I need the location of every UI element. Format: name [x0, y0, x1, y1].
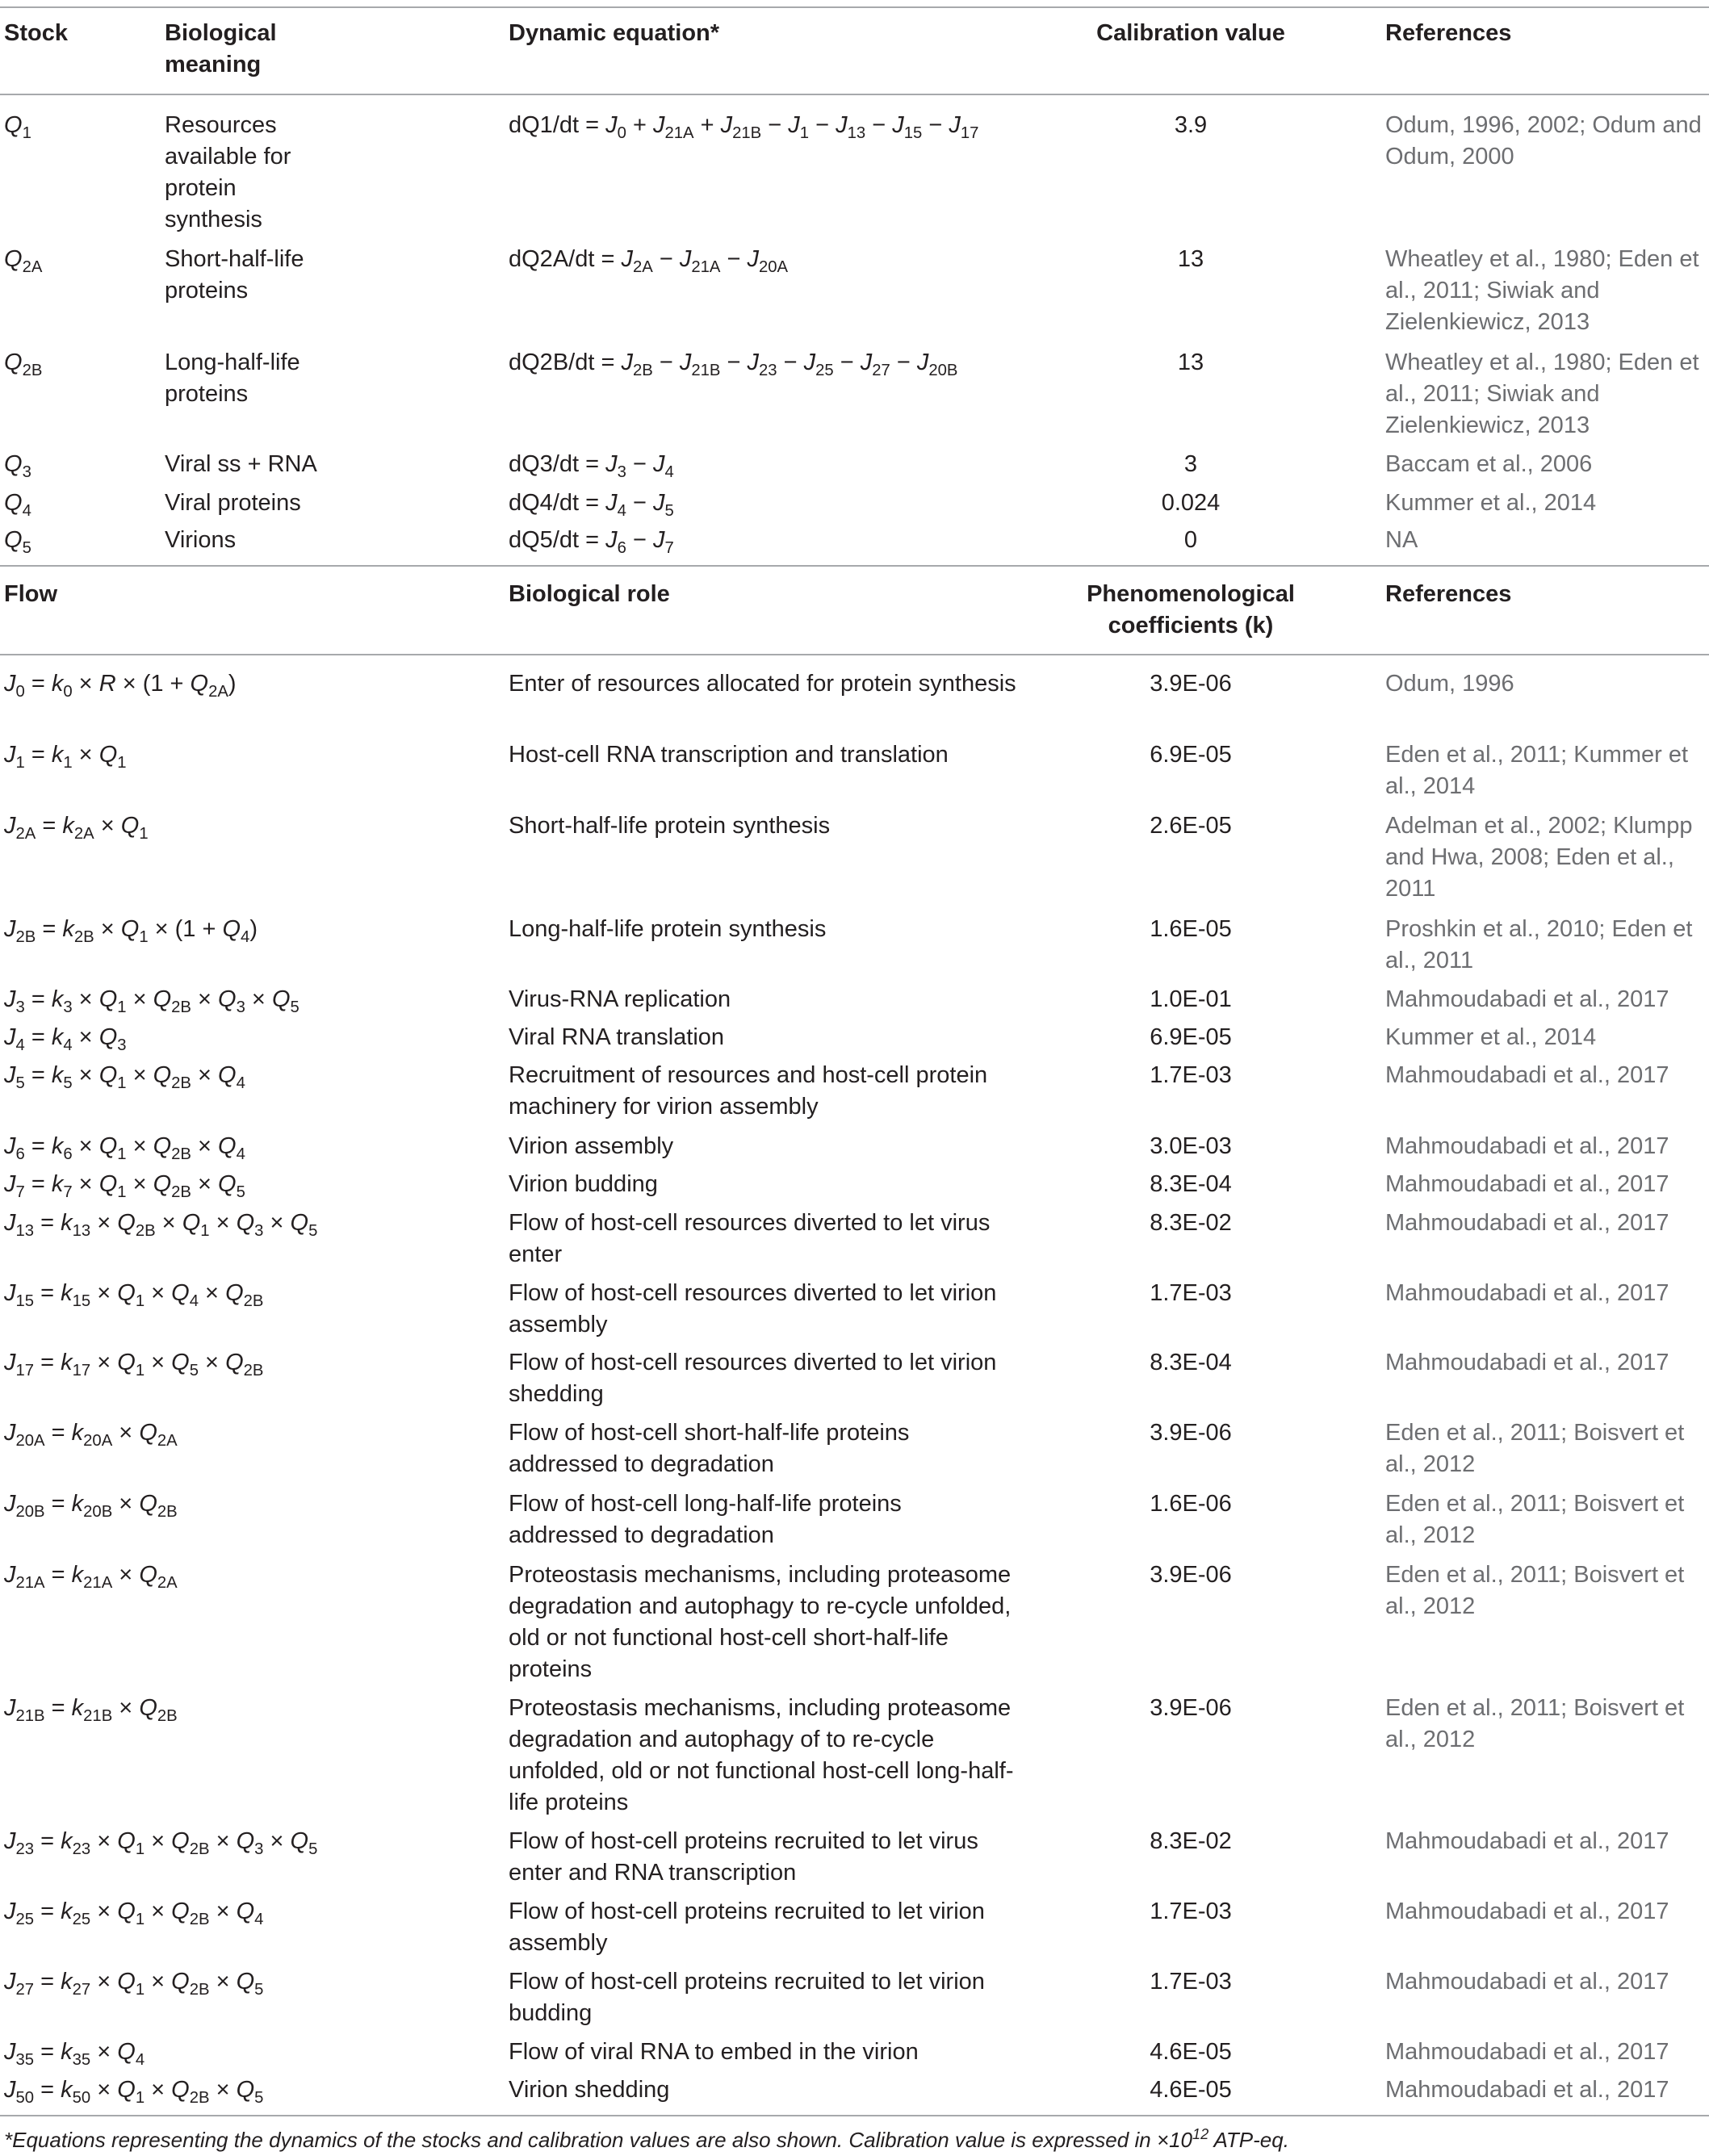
meaning-header: Biological meaning: [165, 20, 277, 77]
references-header: References: [1385, 20, 1512, 46]
flow-equation: $J_{2A} = k_{2A} \times Q_1$: [4, 813, 149, 844]
flow-role: Flow of host-cell proteins recruited to let virus enter and RNA transcription: [509, 1828, 978, 1886]
flow-coefficient: 1.6E-05: [1150, 916, 1232, 942]
flow-coefficient: 2.6E-05: [1150, 813, 1232, 839]
flow-role: Enter of resources allocated for protein synthesis: [509, 671, 1016, 697]
stock-label: $Q_1$: [4, 112, 31, 143]
flow-references: Adelman et al., 2002; Klumpp and Hwa, 2008; Eden et al., 2011: [1385, 813, 1693, 902]
flow-equation: $J_{35} = k_{35} \times Q_4$: [4, 2039, 145, 2070]
stock-header-rule: [0, 94, 1709, 95]
stock-references: Odum, 1996, 2002; Odum and Odum, 2000: [1385, 112, 1702, 170]
flow-references: Mahmoudabadi et al., 2017: [1385, 1969, 1669, 1995]
flow-role: Host-cell RNA transcription and translation: [509, 742, 949, 768]
flow-references: Eden et al., 2011; Boisvert et al., 2012: [1385, 1562, 1685, 1619]
flow-references: Eden et al., 2011; Boisvert et al., 2012: [1385, 1420, 1685, 1477]
flow-role: Flow of host-cell long-half-life proteins addressed to degradation: [509, 1491, 902, 1548]
flow-coefficient: 1.0E-01: [1150, 986, 1232, 1012]
stock-label: $Q_4$: [4, 490, 31, 521]
flow-equation: $J_0 = k_0 \times R \times (1 + Q_{2A})$: [4, 671, 237, 701]
flow-header-rule: [0, 654, 1709, 655]
stock-equation: $dQ3/dt = J_3 - J_4$: [509, 451, 674, 482]
stock-references: Wheatley et al., 1980; Eden et al., 2011; Siwiak and Zielenkiewicz, 2013: [1385, 350, 1699, 438]
flow-references: Mahmoudabadi et al., 2017: [1385, 1062, 1669, 1088]
stock-meaning: Short-half-life proteins: [165, 246, 304, 304]
stock-meaning: Virions: [165, 527, 237, 553]
flow-equation: $J_{23} = k_{23} \times Q_1 \times Q_{2B} \times Q_3 \times Q_5$: [4, 1828, 318, 1859]
flow-coefficient: 1.6E-06: [1150, 1491, 1232, 1517]
flow-references: Mahmoudabadi et al., 2017: [1385, 1899, 1669, 1924]
flow-coefficient: 3.9E-06: [1150, 671, 1232, 697]
flow-references: Odum, 1996: [1385, 671, 1514, 697]
stock-references: Kummer et al., 2014: [1385, 490, 1597, 516]
flow-references: Mahmoudabadi et al., 2017: [1385, 1350, 1669, 1375]
flow-equation: $J_{15} = k_{15} \times Q_1 \times Q_4 \times Q_{2B}$: [4, 1280, 264, 1311]
flow-coefficient: 4.6E-05: [1150, 2077, 1232, 2103]
flow-coefficient: 3.9E-06: [1150, 1695, 1232, 1721]
flow-references: Eden et al., 2011; Kummer et al., 2014: [1385, 742, 1689, 799]
flow-coefficient: 6.9E-05: [1150, 1024, 1232, 1050]
flow-role: Short-half-life protein synthesis: [509, 813, 831, 839]
stock-references: Wheatley et al., 1980; Eden et al., 2011; Siwiak and Zielenkiewicz, 2013: [1385, 246, 1699, 335]
stock-calibration-value: 0.024: [1161, 490, 1221, 516]
flow-role: Flow of host-cell resources diverted to let virus enter: [509, 1210, 991, 1267]
flow-role: Proteostasis mechanisms, including proteasome degradation and autophagy of to re-cycle unfolded, old or not functional host-cell long-half-life proteins: [509, 1695, 1014, 1815]
flow-coefficient: 6.9E-05: [1150, 742, 1232, 768]
top-rule: [0, 6, 1709, 8]
stock-equation: $dQ4/dt = J_4 - J_5$: [509, 490, 674, 521]
flow-role: Viral RNA translation: [509, 1024, 725, 1050]
flow-role: Virion budding: [509, 1171, 658, 1197]
stock-equation: $dQ1/dt = J_0 + J_{21A} + J_{21B} - J_1 - J_{13} - J_{15} - J_{17}$: [509, 112, 979, 143]
flow-references: Mahmoudabadi et al., 2017: [1385, 2039, 1669, 2065]
flow-coefficient: 4.6E-05: [1150, 2039, 1232, 2065]
stock-equation: $dQ2B/dt = J_{2B} - J_{21B} - J_{23} - J_{25} - J_{27} - J_{20B}$: [509, 350, 958, 380]
flow-equation: $J_6 = k_6 \times Q_1 \times Q_{2B} \times Q_4$: [4, 1133, 245, 1164]
stock-header: Stock: [4, 20, 68, 46]
flow-equation: $J_1 = k_1 \times Q_1$: [4, 742, 127, 772]
stock-calibration-value: 3: [1183, 451, 1198, 477]
flow-references: Mahmoudabadi et al., 2017: [1385, 2077, 1669, 2103]
flow-role: Long-half-life protein synthesis: [509, 916, 827, 942]
role-header: Biological role: [509, 581, 670, 607]
flow-header: Flow: [4, 581, 58, 607]
flow-references: Mahmoudabadi et al., 2017: [1385, 1133, 1669, 1159]
bottom-rule: [0, 2115, 1709, 2116]
flow-references: Kummer et al., 2014: [1385, 1024, 1597, 1050]
coefficients-header: Phenomenological coefficients (k): [1087, 581, 1295, 638]
flow-coefficient: 3.9E-06: [1150, 1420, 1232, 1446]
flow-coefficient: 8.3E-02: [1150, 1828, 1232, 1854]
stock-calibration-value: 13: [1177, 350, 1204, 375]
flow-role: Flow of host-cell resources diverted to let virion shedding: [509, 1350, 997, 1407]
flow-equation: $J_{20A} = k_{20A} \times Q_{2A}$: [4, 1420, 178, 1451]
flow-coefficient: 8.3E-02: [1150, 1210, 1232, 1236]
stock-meaning: Viral ss + RNA: [165, 451, 317, 477]
flow-coefficient: 1.7E-03: [1150, 1899, 1232, 1924]
flow-equation: $J_{17} = k_{17} \times Q_1 \times Q_5 \times Q_{2B}$: [4, 1350, 264, 1380]
flow-references: Mahmoudabadi et al., 2017: [1385, 1171, 1669, 1197]
flow-coefficient: 1.7E-03: [1150, 1280, 1232, 1306]
flow-references: Mahmoudabadi et al., 2017: [1385, 1280, 1669, 1306]
flow-equation: $J_{2B} = k_{2B} \times Q_1 \times (1 + Q_4)$: [4, 916, 258, 947]
flow-coefficient: 3.0E-03: [1150, 1133, 1232, 1159]
stock-meaning: Resources available for protein synthesis: [165, 112, 291, 232]
flow-coefficient: 1.7E-03: [1150, 1969, 1232, 1995]
flow-role: Flow of host-cell resources diverted to let virion assembly: [509, 1280, 997, 1338]
flow-role: Flow of host-cell proteins recruited to let virion budding: [509, 1969, 985, 2026]
flow-role: Virion shedding: [509, 2077, 670, 2103]
flow-role: Flow of host-cell short-half-life proteins addressed to degradation: [509, 1420, 910, 1477]
flow-references: Mahmoudabadi et al., 2017: [1385, 986, 1669, 1012]
flow-coefficient: 3.9E-06: [1150, 1562, 1232, 1588]
stock-calibration-value: 13: [1177, 246, 1204, 272]
flow-equation: $J_{25} = k_{25} \times Q_1 \times Q_{2B} \times Q_4$: [4, 1899, 264, 1929]
stock-label: $Q_5$: [4, 527, 31, 558]
flow-equation: $J_{21A} = k_{21A} \times Q_{2A}$: [4, 1562, 178, 1593]
flow-references: Mahmoudabadi et al., 2017: [1385, 1210, 1669, 1236]
flow-equation: $J_7 = k_7 \times Q_1 \times Q_{2B} \times Q_5$: [4, 1171, 245, 1202]
flow-references: Proshkin et al., 2010; Eden et al., 2011: [1385, 916, 1693, 973]
flow-references: Eden et al., 2011; Boisvert et al., 2012: [1385, 1491, 1685, 1548]
flow-role: Proteostasis mechanisms, including proteasome degradation and autophagy to re-cycle unfolded, old or not functional host-cell short-half-life proteins: [509, 1562, 1012, 1682]
stock-equation: $dQ2A/dt = J_{2A} - J_{21A} - J_{20A}$: [509, 246, 789, 277]
equation-header: Dynamic equation*: [509, 20, 720, 46]
stock-label: $Q_{2B}$: [4, 350, 43, 380]
stock-label: $Q_3$: [4, 451, 31, 482]
flow-equation: $J_3 = k_3 \times Q_1 \times Q_{2B} \times Q_3 \times Q_5$: [4, 986, 299, 1017]
flow-role: Virion assembly: [509, 1133, 674, 1159]
flow-divider-rule: [0, 565, 1709, 567]
flow-coefficient: 8.3E-04: [1150, 1171, 1232, 1197]
flow-equation: $J_{20B} = k_{20B} \times Q_{2B}$: [4, 1491, 178, 1522]
flow-role: Flow of host-cell proteins recruited to let virion assembly: [509, 1899, 985, 1956]
stock-equation: $dQ5/dt = J_6 - J_7$: [509, 527, 674, 558]
stock-calibration-value: 0: [1183, 527, 1198, 553]
stock-references: NA: [1385, 527, 1418, 553]
flow-equation: $J_{13} = k_{13} \times Q_{2B} \times Q_1 \times Q_3 \times Q_5$: [4, 1210, 318, 1241]
stock-references: Baccam et al., 2006: [1385, 451, 1593, 477]
flow-equation: $J_{27} = k_{27} \times Q_1 \times Q_{2B} \times Q_5$: [4, 1969, 264, 1999]
flow-references-header: References: [1385, 581, 1512, 607]
table-footnote: *Equations representing the dynamics of the stocks and calibration values are also shown. Calibration value is expressed in $\times 10^{12}$ ATP-eq.: [4, 2126, 1289, 2152]
stock-calibration-value: 3.9: [1174, 112, 1208, 138]
flow-references: Eden et al., 2011; Boisvert et al., 2012: [1385, 1695, 1685, 1752]
stock-label: $Q_{2A}$: [4, 246, 43, 277]
stock-meaning: Viral proteins: [165, 490, 301, 516]
flow-role: Recruitment of resources and host-cell protein machinery for virion assembly: [509, 1062, 988, 1120]
flow-role: Virus-RNA replication: [509, 986, 731, 1012]
flow-role: Flow of viral RNA to embed in the virion: [509, 2039, 919, 2065]
calibration-header: Calibration value: [1096, 20, 1285, 46]
flow-equation: $J_5 = k_5 \times Q_1 \times Q_{2B} \times Q_4$: [4, 1062, 245, 1093]
flow-coefficient: 1.7E-03: [1150, 1062, 1232, 1088]
stock-meaning: Long-half-life proteins: [165, 350, 300, 407]
flow-references: Mahmoudabadi et al., 2017: [1385, 1828, 1669, 1854]
flow-equation: $J_{50} = k_{50} \times Q_1 \times Q_{2B} \times Q_5$: [4, 2077, 264, 2108]
flow-equation: $J_4 = k_4 \times Q_3$: [4, 1024, 127, 1055]
flow-coefficient: 8.3E-04: [1150, 1350, 1232, 1375]
flow-equation: $J_{21B} = k_{21B} \times Q_{2B}$: [4, 1695, 178, 1726]
